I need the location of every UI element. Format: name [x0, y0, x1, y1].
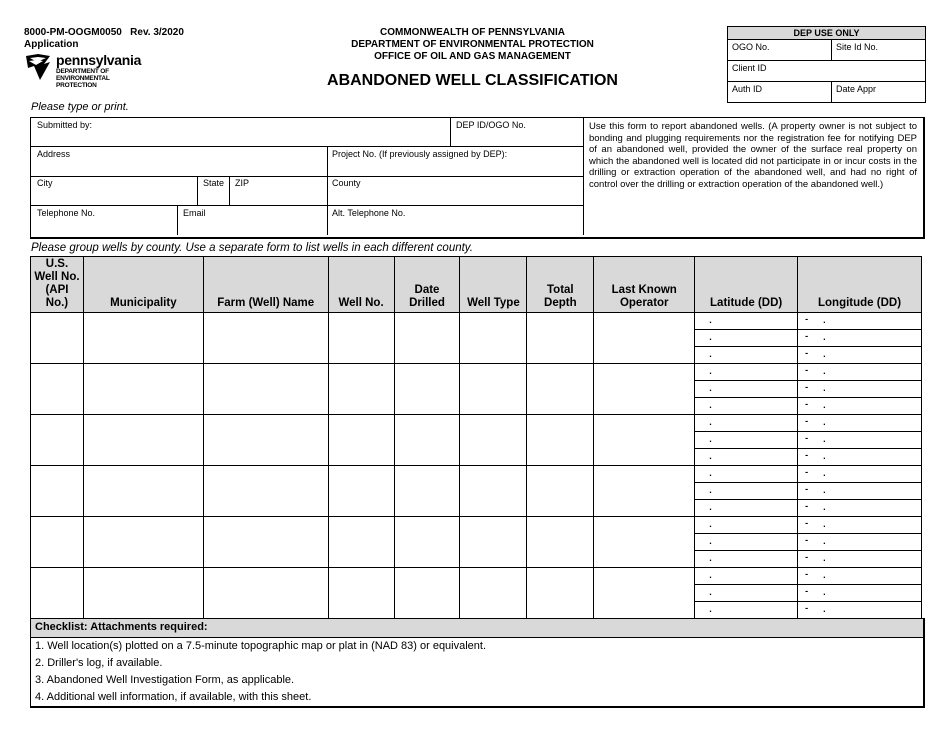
municipality-cell[interactable]	[83, 466, 203, 517]
city-field[interactable]: City	[37, 178, 53, 188]
date-drilled-cell[interactable]	[394, 364, 460, 415]
date-drilled-cell[interactable]	[394, 415, 460, 466]
longitude-minus-sign: -	[805, 552, 809, 562]
date-appr-label: Date Appr	[836, 84, 877, 94]
longitude-decimal-mark: .	[823, 485, 826, 495]
longitude-decimal-mark: .	[823, 366, 826, 376]
table-row	[31, 466, 922, 483]
checklist-item: 1. Well location(s) plotted on a 7.5-minute topographic map or plat in (NAD 83) or equivalent.	[35, 640, 487, 652]
form-identifier	[24, 27, 184, 51]
latitude-decimal-mark: .	[709, 587, 712, 597]
longitude-minus-sign: -	[805, 467, 809, 477]
checklist-heading: Checklist: Attachments required:	[31, 619, 923, 638]
wells-table	[30, 256, 922, 619]
api-cell[interactable]	[31, 517, 84, 568]
client-id-label: Client ID	[732, 63, 767, 73]
latitude-cell[interactable]	[695, 534, 798, 551]
logo-dept-line1: DEPARTMENT OF ENVIRONMENTAL	[56, 68, 110, 82]
longitude-minus-sign: -	[805, 501, 809, 511]
keystone-leaf-icon	[24, 52, 54, 82]
form-type: Application	[24, 39, 79, 50]
latitude-cell[interactable]	[695, 398, 798, 415]
well-no-cell[interactable]	[328, 568, 394, 619]
alt-telephone-field[interactable]: Alt. Telephone No.	[332, 208, 406, 218]
checklist-item: 2. Driller's log, if available.	[35, 657, 163, 669]
api-cell[interactable]	[31, 313, 84, 364]
latitude-cell[interactable]	[695, 415, 798, 432]
operator-cell[interactable]	[594, 517, 695, 568]
well-no-cell[interactable]	[328, 364, 394, 415]
municipality-cell[interactable]	[83, 313, 203, 364]
submitter-box	[30, 117, 925, 239]
agency-line-3: OFFICE OF OIL AND GAS MANAGEMENT	[374, 51, 571, 62]
latitude-cell[interactable]	[695, 483, 798, 500]
longitude-cell[interactable]	[798, 568, 922, 585]
pa-dep-logo	[24, 52, 164, 89]
longitude-cell[interactable]	[798, 483, 922, 500]
well-type-cell[interactable]	[460, 517, 527, 568]
longitude-cell[interactable]	[798, 466, 922, 483]
table-row	[31, 415, 922, 432]
latitude-cell[interactable]	[695, 381, 798, 398]
latitude-decimal-mark: .	[709, 349, 712, 359]
longitude-decimal-mark: .	[823, 468, 826, 478]
longitude-minus-sign: -	[805, 331, 809, 341]
well-type-cell[interactable]	[460, 466, 527, 517]
ogo-no-field[interactable]	[728, 40, 832, 61]
date-appr-field[interactable]	[832, 82, 926, 103]
table-row	[31, 364, 922, 381]
longitude-decimal-mark: .	[823, 332, 826, 342]
client-id-field[interactable]	[728, 61, 926, 82]
longitude-minus-sign: -	[805, 433, 809, 443]
agency-line-1: COMMONWEALTH OF PENNSYLVANIA	[380, 27, 565, 38]
municipality-cell[interactable]	[83, 568, 203, 619]
logo-department-text	[56, 68, 164, 89]
latitude-cell[interactable]	[695, 568, 798, 585]
longitude-cell[interactable]	[798, 415, 922, 432]
well-no-cell[interactable]	[328, 415, 394, 466]
longitude-decimal-mark: .	[823, 587, 826, 597]
longitude-minus-sign: -	[805, 450, 809, 460]
latitude-decimal-mark: .	[709, 553, 712, 563]
latitude-cell[interactable]	[695, 330, 798, 347]
latitude-cell[interactable]	[695, 602, 798, 619]
form-instructions: Use this form to report abandoned wells. (A property owner is not subject to bonding and plugging requirements nor the registration fee for notifying DEP of an abandoned well, provided the owner of the surface real property on which the abandoned well is located did not participate in or incur costs in the drilling or extraction operation of the abandoned well, and had no right of control over the drilling or extraction operation of the abandoned well.)	[589, 121, 917, 190]
operator-cell[interactable]	[594, 415, 695, 466]
form-number: 8000-PM-OOGM0050	[24, 27, 122, 38]
logo-dept-line2: PROTECTION	[56, 82, 97, 89]
farm-cell[interactable]	[203, 466, 328, 517]
latitude-decimal-mark: .	[709, 570, 712, 580]
api-cell[interactable]	[31, 364, 84, 415]
longitude-decimal-mark: .	[823, 553, 826, 563]
ogo-no-label: OGO No.	[732, 42, 770, 52]
group-by-county-note: Please group wells by county. Use a separate form to list wells in each different county.	[31, 242, 473, 254]
longitude-decimal-mark: .	[823, 536, 826, 546]
longitude-minus-sign: -	[805, 603, 809, 613]
table-row	[31, 568, 922, 585]
col-total-depth: Total Depth	[527, 257, 594, 313]
operator-cell[interactable]	[594, 568, 695, 619]
operator-cell[interactable]	[594, 364, 695, 415]
date-drilled-cell[interactable]	[394, 517, 460, 568]
longitude-cell[interactable]	[798, 585, 922, 602]
latitude-cell[interactable]	[695, 517, 798, 534]
auth-id-label: Auth ID	[732, 84, 763, 94]
latitude-decimal-mark: .	[709, 536, 712, 546]
longitude-minus-sign: -	[805, 348, 809, 358]
latitude-decimal-mark: .	[709, 502, 712, 512]
logo-state-text: pennsylvania	[56, 52, 142, 68]
checklist-box	[30, 618, 925, 708]
api-cell[interactable]	[31, 568, 84, 619]
longitude-decimal-mark: .	[823, 570, 826, 580]
total-depth-cell[interactable]	[527, 466, 594, 517]
address-field[interactable]: Address	[37, 149, 71, 159]
total-depth-cell[interactable]	[527, 517, 594, 568]
longitude-cell[interactable]	[798, 551, 922, 568]
api-cell[interactable]	[31, 415, 84, 466]
longitude-cell[interactable]	[798, 432, 922, 449]
longitude-minus-sign: -	[805, 365, 809, 375]
latitude-cell[interactable]	[695, 466, 798, 483]
latitude-cell[interactable]	[695, 364, 798, 381]
dep-ogo-no-field[interactable]: DEP ID/OGO No.	[456, 120, 526, 130]
operator-cell[interactable]	[594, 466, 695, 517]
longitude-cell[interactable]	[798, 449, 922, 466]
operator-cell[interactable]	[594, 313, 695, 364]
longitude-cell[interactable]	[798, 602, 922, 619]
latitude-cell[interactable]	[695, 551, 798, 568]
checklist-item: 4. Additional well information, if available, with this sheet.	[35, 691, 312, 703]
longitude-decimal-mark: .	[823, 417, 826, 427]
longitude-minus-sign: -	[805, 518, 809, 528]
longitude-cell[interactable]	[798, 381, 922, 398]
longitude-minus-sign: -	[805, 484, 809, 494]
latitude-decimal-mark: .	[709, 434, 712, 444]
dep-use-heading: DEP USE ONLY	[728, 27, 926, 40]
latitude-decimal-mark: .	[709, 366, 712, 376]
longitude-cell[interactable]	[798, 313, 922, 330]
longitude-cell[interactable]	[798, 347, 922, 364]
total-depth-cell[interactable]	[527, 364, 594, 415]
farm-cell[interactable]	[203, 415, 328, 466]
longitude-cell[interactable]	[798, 364, 922, 381]
latitude-cell[interactable]	[695, 500, 798, 517]
longitude-cell[interactable]	[798, 500, 922, 517]
farm-cell[interactable]	[203, 517, 328, 568]
api-cell[interactable]	[31, 466, 84, 517]
telephone-field[interactable]: Telephone No.	[37, 208, 96, 218]
farm-cell[interactable]	[203, 364, 328, 415]
county-field[interactable]: County	[332, 178, 361, 188]
farm-cell[interactable]	[203, 313, 328, 364]
longitude-minus-sign: -	[805, 535, 809, 545]
site-id-field[interactable]	[832, 40, 926, 61]
dep-use-only-box	[727, 26, 926, 103]
col-municipality: Municipality	[83, 257, 203, 313]
submitted-by-field[interactable]: Submitted by:	[37, 120, 93, 130]
longitude-minus-sign: -	[805, 569, 809, 579]
latitude-decimal-mark: .	[709, 417, 712, 427]
longitude-decimal-mark: .	[823, 519, 826, 529]
agency-line-2: DEPARTMENT OF ENVIRONMENTAL PROTECTION	[351, 39, 594, 50]
longitude-decimal-mark: .	[823, 383, 826, 393]
latitude-decimal-mark: .	[709, 451, 712, 461]
longitude-minus-sign: -	[805, 586, 809, 596]
col-operator: Last Known Operator	[594, 257, 695, 313]
col-longitude: Longitude (DD)	[798, 257, 922, 313]
latitude-cell[interactable]	[695, 432, 798, 449]
longitude-decimal-mark: .	[823, 400, 826, 410]
table-row	[31, 517, 922, 534]
form-revision: Rev. 3/2020	[130, 27, 184, 38]
municipality-cell[interactable]	[83, 364, 203, 415]
longitude-cell[interactable]	[798, 398, 922, 415]
latitude-cell[interactable]	[695, 347, 798, 364]
agency-heading	[330, 27, 615, 63]
email-field[interactable]: Email	[183, 208, 206, 218]
well-type-cell[interactable]	[460, 313, 527, 364]
col-well-no: Well No.	[328, 257, 394, 313]
latitude-decimal-mark: .	[709, 604, 712, 614]
col-date-drilled: Date Drilled	[394, 257, 460, 313]
table-row	[31, 313, 922, 330]
col-well-type: Well Type	[460, 257, 527, 313]
longitude-cell[interactable]	[798, 534, 922, 551]
longitude-minus-sign: -	[805, 416, 809, 426]
form-title: ABANDONED WELL CLASSIFICATION	[327, 72, 618, 89]
zip-field[interactable]: ZIP	[235, 178, 250, 188]
type-or-print-note: Please type or print.	[31, 101, 129, 113]
checklist-item: 3. Abandoned Well Investigation Form, as applicable.	[35, 674, 295, 686]
latitude-decimal-mark: .	[709, 519, 712, 529]
well-no-cell[interactable]	[328, 466, 394, 517]
col-farm-name: Farm (Well) Name	[203, 257, 328, 313]
auth-id-field[interactable]	[728, 82, 832, 103]
project-no-field[interactable]: Project No. (If previously assigned by DEP):	[332, 149, 508, 159]
well-type-cell[interactable]	[460, 364, 527, 415]
longitude-cell[interactable]	[798, 330, 922, 347]
total-depth-cell[interactable]	[527, 568, 594, 619]
longitude-decimal-mark: .	[823, 502, 826, 512]
latitude-cell[interactable]	[695, 449, 798, 466]
well-no-cell[interactable]	[328, 517, 394, 568]
date-drilled-cell[interactable]	[394, 466, 460, 517]
longitude-cell[interactable]	[798, 517, 922, 534]
latitude-decimal-mark: .	[709, 485, 712, 495]
date-drilled-cell[interactable]	[394, 568, 460, 619]
well-no-cell[interactable]	[328, 313, 394, 364]
date-drilled-cell[interactable]	[394, 313, 460, 364]
latitude-decimal-mark: .	[709, 315, 712, 325]
longitude-decimal-mark: .	[823, 451, 826, 461]
longitude-minus-sign: -	[805, 314, 809, 324]
longitude-decimal-mark: .	[823, 349, 826, 359]
site-id-label: Site Id No.	[836, 42, 879, 52]
longitude-decimal-mark: .	[823, 434, 826, 444]
latitude-cell[interactable]	[695, 585, 798, 602]
municipality-cell[interactable]	[83, 517, 203, 568]
latitude-decimal-mark: .	[709, 332, 712, 342]
farm-cell[interactable]	[203, 568, 328, 619]
municipality-cell[interactable]	[83, 415, 203, 466]
well-type-cell[interactable]	[460, 568, 527, 619]
longitude-decimal-mark: .	[823, 604, 826, 614]
latitude-decimal-mark: .	[709, 400, 712, 410]
latitude-decimal-mark: .	[709, 468, 712, 478]
total-depth-cell[interactable]	[527, 313, 594, 364]
longitude-decimal-mark: .	[823, 315, 826, 325]
latitude-decimal-mark: .	[709, 383, 712, 393]
longitude-minus-sign: -	[805, 399, 809, 409]
well-type-cell[interactable]	[460, 415, 527, 466]
total-depth-cell[interactable]	[527, 415, 594, 466]
col-latitude: Latitude (DD)	[695, 257, 798, 313]
col-api: U.S. Well No. (API No.)	[31, 257, 84, 313]
latitude-cell[interactable]	[695, 313, 798, 330]
state-field[interactable]: State	[203, 178, 225, 188]
longitude-minus-sign: -	[805, 382, 809, 392]
